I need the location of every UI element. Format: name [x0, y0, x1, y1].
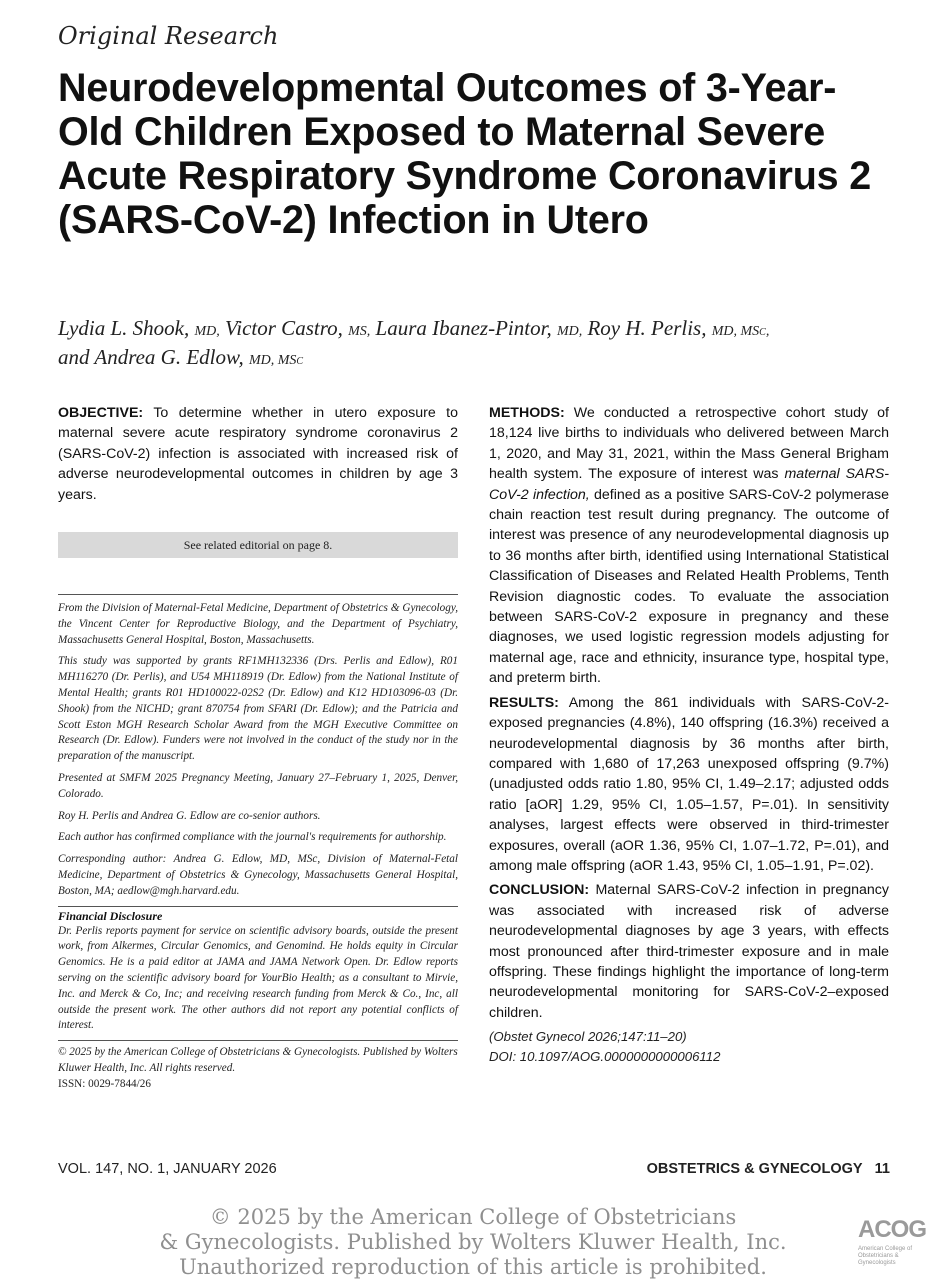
issn: ISSN: 0029-7844/26: [58, 1077, 151, 1090]
cosenior-note: Roy H. Perlis and Andrea G. Edlow are co-senior authors.: [58, 809, 321, 822]
watermark-line: © 2025 by the American College of Obstetricians: [209, 1205, 737, 1229]
article-title: Neurodevelopmental Outcomes of 3-Year-Old Children Exposed to Maternal Severe Acute Respiratory Syndrome Coronavirus 2 (SARS-CoV-2) Infection in Utero: [58, 66, 871, 242]
watermark-line: Unauthorized reproduction of this article is prohibited.: [179, 1255, 767, 1279]
corresponding-author-note: Corresponding author: Andrea G. Edlow, MD, MSc, Division of Maternal-Fetal Medicine, Department of Obstetrics & Gynecology, Massachusetts General Hospital, Boston, MA; aedlow@mgh.harvard.edu.: [58, 853, 458, 897]
author-degree: MD,: [556, 324, 583, 339]
objective-label: OBJECTIVE:: [58, 405, 144, 421]
funding-note: This study was supported by grants RF1MH132336 (Drs. Perlis and Edlow), R01 MH116270 (Dr. Perlis), and U54 MH118919 (Dr. Edlow) from the National Institute of Mental Health; grants R01 HD100022-02S2 (Dr. Edlow) and K12 HD103096-03 (Dr. Shook) from the NICHD; grant 870754 from SFARI (Dr. Edlow); and the Patricia and Scott Eston MGH Research Scholar Award from the MGH Executive Committee on Research (Dr. Edlow). Funders were not involved in the conduct of the study nor in the preparation of the manuscript.: [58, 655, 458, 763]
section-label: Original Research: [58, 22, 279, 50]
affiliation-note: From the Division of Maternal-Fetal Medicine, Department of Obstetrics & Gynecology, the Vincent Center for Reproductive Biology, and the Department of Psychiatry, Massachusetts General Hospital, Boston, Massachusetts.: [58, 602, 458, 646]
copyright-block: [58, 1040, 458, 1092]
journal-name: OBSTETRICS & GYNECOLOGY: [646, 1161, 863, 1177]
abstract-objective: [58, 403, 458, 505]
author-degree: MD,: [194, 324, 220, 339]
financial-disclosure: [58, 906, 458, 1035]
author-list: [58, 316, 898, 373]
author-degree: MD, MSc,: [711, 324, 770, 339]
related-editorial-link[interactable]: See related editorial on page 8.: [58, 532, 458, 558]
presented-note: Presented at SMFM 2025 Pregnancy Meeting, January 27–February 1, 2025, Denver, Colorado.: [58, 771, 458, 800]
author-name: Laura Ibanez-Pintor,: [375, 316, 552, 340]
conclusion-label: CONCLUSION:: [489, 882, 590, 899]
abstract-results: [489, 693, 889, 877]
abstract-conclusion: [489, 880, 889, 1023]
conclusion-text: Maternal SARS-CoV-2 infection in pregnancy was associated with increased risk of adverse neurodevelopmental diagnoses by age 3 years, with effects most pronounced after third-trimester exposure and in male offspring. These findings highlight the importance of long-term neurodevelopmental monitoring for SARS-CoV-2–exposed children.: [489, 882, 889, 1021]
methods-label: METHODS:: [489, 405, 565, 421]
objective-text: To determine whether in utero exposure to maternal severe acute respiratory syndrome coronavirus 2 (SARS-CoV-2) infection is associated with increased risk of adverse neurodevelopmental outcomes in children by age 3 years.: [58, 405, 458, 503]
methods-exposure: maternal SARS-CoV-2 infection,: [489, 466, 890, 503]
left-column: [58, 403, 458, 509]
journal-page: [647, 1161, 890, 1177]
author-degree: MD, MSc: [248, 352, 304, 368]
page-number: 11: [874, 1161, 890, 1177]
doi[interactable]: DOI: 10.1097/AOG.0000000000006112: [489, 1049, 721, 1065]
methods-text-2: defined as a positive SARS-CoV-2 polymerase chain reaction test result during pregnancy. The outcome of interest was presence of any neurodevelopmental diagnosis up to 36 months after birth, identified using International Statistical Classification of Diseases and Related Health Problems, Tenth Revision diagnostic codes. To evaluate the association between SARS-CoV-2 exposure in pregnancy and these diagnoses, we used logistic regression models adjusting for maternal age, race and ethnicity, insurance type, hospital type, and preterm birth.: [489, 486, 889, 687]
abstract-methods: [489, 403, 889, 689]
copyright-watermark: [100, 1205, 846, 1280]
disclosure-heading: Financial Disclosure: [58, 908, 163, 923]
author-name: Lydia L. Shook,: [58, 316, 190, 340]
watermark-line: & Gynecologists. Published by Wolters Kluwer Health, Inc.: [159, 1230, 787, 1254]
results-label: RESULTS:: [489, 694, 559, 711]
disclosure-text: Dr. Perlis reports payment for service on scientific advisory boards, outside the present work, from Alkermes, Circular Genomics, and Genomind. He holds equity in Circular Genomics. He is a paid editor at JAMA and JAMA Network Open. Dr. Edlow reports serving on the scientific advisory board for YourBio Health; as a consultant to Mirvie, Inc. and Merck & Co, Inc; and receiving research funding from Merck & Co., Inc, all outside the present work. The other authors did not report any potential conflicts of interest.: [58, 924, 458, 1032]
right-column: [489, 403, 889, 1067]
issue-info: VOL. 147, NO. 1, JANUARY 2026: [58, 1161, 277, 1177]
acog-logo-subtitle: American College of Obstetricians & Gynecologists: [858, 1246, 913, 1266]
author-degree: MS,: [348, 324, 371, 339]
author-name: and Andrea G. Edlow,: [58, 344, 244, 369]
copyright-text: © 2025 by the American College of Obstetricians & Gynecologists. Published by Wolters Kluwer Health, Inc. All rights reserved.: [58, 1046, 458, 1074]
acog-logo-mark: ACOG: [858, 1216, 926, 1243]
methods-text: We conducted a retrospective cohort study of 18,124 live births to individuals who delivered between March 1, 2020, and May 31, 2021, within the Mass General Brigham health system. The exposure of interest was: [489, 405, 889, 483]
results-text: Among the 861 individuals with SARS-CoV-2-exposed pregnancies (4.8%), 140 offspring (16.3%) received a neurodevelopmental diagnosis by 36 months after birth, compared with 1,680 of 17,263 unexposed offspring (9.7%) (unadjusted odds ratio 1.80, 95% CI, 1.49–2.17; adjusted odds ratio [aOR] 1.29, 95% CI, 1.05–1.57, P=.01). In sensitivity analyses, largest effects were observed in third-trimester exposures, overall (aOR 1.36, 95% CI, 1.07–1.72, P=.01), and among male offspring (aOR 1.43, 95% CI, 1.05–1.91, P=.02).: [489, 694, 889, 874]
author-name: Roy H. Perlis,: [587, 316, 707, 340]
footnotes: [58, 594, 458, 1093]
journal-citation: (Obstet Gynecol 2026;147:11–20): [489, 1029, 687, 1045]
compliance-note: Each author has confirmed compliance with the journal's requirements for authorship.: [58, 831, 447, 844]
acog-logo: [858, 1216, 926, 1274]
author-name: Victor Castro,: [225, 316, 343, 340]
